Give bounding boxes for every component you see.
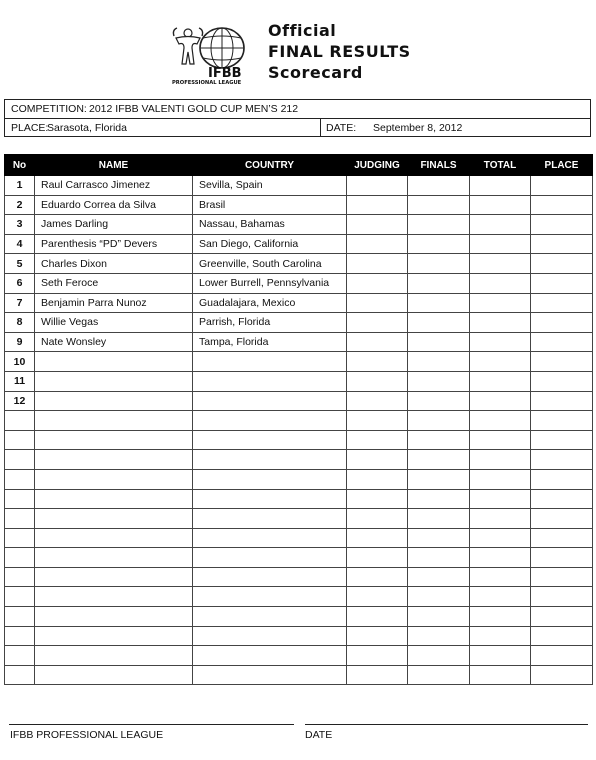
title-line-2: FINAL RESULTS — [268, 42, 411, 61]
table-row — [5, 234, 593, 254]
cell-name — [35, 567, 193, 587]
cell-total — [470, 215, 531, 235]
cell-number: 2 — [5, 195, 35, 215]
cell-name: Raul Carrasco Jimenez — [35, 176, 193, 196]
table-row — [5, 450, 593, 470]
cell-country: Greenville, South Carolina — [193, 254, 347, 274]
cell-number: 6 — [5, 273, 35, 293]
cell-place — [531, 352, 593, 372]
cell-number — [5, 450, 35, 470]
cell-country: Parrish, Florida — [193, 313, 347, 333]
table-row — [5, 254, 593, 274]
svg-text:PROFESSIONAL LEAGUE: PROFESSIONAL LEAGUE — [172, 80, 242, 86]
cell-number — [5, 665, 35, 685]
cell-place — [531, 646, 593, 666]
cell-name — [35, 548, 193, 568]
cell-country — [193, 587, 347, 607]
cell-number — [5, 469, 35, 489]
cell-judging — [347, 489, 408, 509]
cell-number: 7 — [5, 293, 35, 313]
cell-number — [5, 607, 35, 627]
cell-name: Parenthesis “PD” Devers — [35, 234, 193, 254]
cell-name — [35, 587, 193, 607]
cell-name: Seth Feroce — [35, 273, 193, 293]
table-row — [5, 332, 593, 352]
cell-judging — [347, 234, 408, 254]
cell-finals — [408, 626, 470, 646]
cell-finals — [408, 273, 470, 293]
cell-total — [470, 469, 531, 489]
cell-judging — [347, 195, 408, 215]
cell-judging — [347, 273, 408, 293]
cell-name: James Darling — [35, 215, 193, 235]
table-row — [5, 352, 593, 372]
cell-number: 11 — [5, 371, 35, 391]
cell-country: Brasil — [193, 195, 347, 215]
place-value: Sarasota, Florida — [47, 122, 127, 134]
cell-place — [531, 215, 593, 235]
cell-number — [5, 509, 35, 529]
cell-place — [531, 293, 593, 313]
results-body — [5, 176, 593, 685]
cell-total — [470, 587, 531, 607]
cell-country — [193, 469, 347, 489]
table-row — [5, 371, 593, 391]
cell-judging — [347, 215, 408, 235]
cell-number — [5, 626, 35, 646]
cell-country: San Diego, California — [193, 234, 347, 254]
cell-total — [470, 450, 531, 470]
league-signature-line — [9, 724, 294, 725]
cell-total — [470, 332, 531, 352]
cell-country — [193, 430, 347, 450]
cell-name — [35, 646, 193, 666]
cell-judging — [347, 548, 408, 568]
cell-judging — [347, 391, 408, 411]
cell-name — [35, 430, 193, 450]
cell-place — [531, 548, 593, 568]
cell-country — [193, 450, 347, 470]
column-header-total: TOTAL — [470, 155, 531, 176]
cell-number: 12 — [5, 391, 35, 411]
cell-country — [193, 567, 347, 587]
cell-number: 8 — [5, 313, 35, 333]
cell-country: Tampa, Florida — [193, 332, 347, 352]
cell-total — [470, 665, 531, 685]
cell-judging — [347, 665, 408, 685]
date-signature-line — [305, 724, 588, 725]
cell-place — [531, 371, 593, 391]
column-header-name: NAME — [35, 155, 193, 176]
cell-name: Willie Vegas — [35, 313, 193, 333]
cell-finals — [408, 293, 470, 313]
svg-text:IFBB: IFBB — [208, 66, 242, 81]
results-table — [4, 154, 593, 685]
cell-total — [470, 273, 531, 293]
cell-finals — [408, 567, 470, 587]
cell-finals — [408, 391, 470, 411]
cell-finals — [408, 411, 470, 431]
cell-finals — [408, 176, 470, 196]
cell-finals — [408, 215, 470, 235]
cell-number — [5, 528, 35, 548]
cell-country — [193, 626, 347, 646]
cell-country: Nassau, Bahamas — [193, 215, 347, 235]
table-row — [5, 215, 593, 235]
cell-place — [531, 450, 593, 470]
cell-total — [470, 254, 531, 274]
cell-judging — [347, 332, 408, 352]
cell-number: 9 — [5, 332, 35, 352]
cell-country — [193, 509, 347, 529]
ifbb-logo-icon — [170, 24, 258, 86]
cell-total — [470, 567, 531, 587]
cell-place — [531, 195, 593, 215]
cell-judging — [347, 528, 408, 548]
cell-finals — [408, 528, 470, 548]
table-row — [5, 469, 593, 489]
cell-total — [470, 548, 531, 568]
cell-country — [193, 371, 347, 391]
competition-value: 2012 IFBB VALENTI GOLD CUP MEN’S 212 — [89, 103, 299, 115]
league-signature-label: IFBB PROFESSIONAL LEAGUE — [10, 729, 164, 741]
table-row — [5, 313, 593, 333]
cell-total — [470, 646, 531, 666]
cell-finals — [408, 665, 470, 685]
table-row — [5, 195, 593, 215]
table-row — [5, 489, 593, 509]
cell-name — [35, 528, 193, 548]
cell-country — [193, 548, 347, 568]
title-line-3: Scorecard — [268, 63, 363, 82]
table-row — [5, 430, 593, 450]
cell-place — [531, 332, 593, 352]
date-signature-label: DATE — [305, 729, 333, 741]
table-row — [5, 509, 593, 529]
cell-finals — [408, 254, 470, 274]
table-row — [5, 273, 593, 293]
column-header-country: COUNTRY — [193, 155, 347, 176]
info-divider — [320, 119, 321, 137]
cell-judging — [347, 587, 408, 607]
table-row — [5, 528, 593, 548]
cell-country — [193, 528, 347, 548]
cell-name — [35, 450, 193, 470]
cell-number — [5, 587, 35, 607]
cell-finals — [408, 607, 470, 627]
table-row — [5, 176, 593, 196]
cell-name — [35, 469, 193, 489]
cell-name — [35, 411, 193, 431]
cell-finals — [408, 489, 470, 509]
table-row — [5, 567, 593, 587]
title-line-1: Official — [268, 21, 337, 40]
cell-place — [531, 313, 593, 333]
cell-number: 5 — [5, 254, 35, 274]
cell-finals — [408, 332, 470, 352]
cell-number — [5, 430, 35, 450]
cell-judging — [347, 646, 408, 666]
cell-finals — [408, 587, 470, 607]
table-row — [5, 548, 593, 568]
date-value: September 8, 2012 — [373, 122, 463, 134]
table-row — [5, 587, 593, 607]
cell-place — [531, 391, 593, 411]
competition-row — [5, 100, 590, 119]
cell-place — [531, 587, 593, 607]
cell-name — [35, 371, 193, 391]
date-label: DATE: — [326, 122, 357, 134]
cell-number — [5, 548, 35, 568]
table-header-row — [5, 155, 593, 176]
cell-judging — [347, 371, 408, 391]
competition-info-box — [4, 99, 591, 137]
cell-total — [470, 509, 531, 529]
scorecard-title — [268, 20, 411, 83]
table-row — [5, 646, 593, 666]
cell-place — [531, 430, 593, 450]
cell-name: Charles Dixon — [35, 254, 193, 274]
cell-number: 1 — [5, 176, 35, 196]
cell-place — [531, 665, 593, 685]
cell-finals — [408, 450, 470, 470]
cell-place — [531, 626, 593, 646]
cell-finals — [408, 548, 470, 568]
cell-place — [531, 254, 593, 274]
cell-finals — [408, 509, 470, 529]
cell-judging — [347, 469, 408, 489]
cell-number: 10 — [5, 352, 35, 372]
cell-place — [531, 469, 593, 489]
cell-judging — [347, 509, 408, 529]
cell-country: Lower Burrell, Pennsylvania — [193, 273, 347, 293]
column-header-place: PLACE — [531, 155, 593, 176]
cell-place — [531, 528, 593, 548]
cell-country — [193, 607, 347, 627]
cell-finals — [408, 313, 470, 333]
cell-total — [470, 626, 531, 646]
cell-number — [5, 411, 35, 431]
cell-country — [193, 411, 347, 431]
cell-place — [531, 176, 593, 196]
cell-country: Guadalajara, Mexico — [193, 293, 347, 313]
cell-number: 4 — [5, 234, 35, 254]
cell-number: 3 — [5, 215, 35, 235]
cell-number — [5, 489, 35, 509]
table-row — [5, 665, 593, 685]
cell-judging — [347, 607, 408, 627]
cell-number — [5, 646, 35, 666]
table-row — [5, 293, 593, 313]
column-header-finals: FINALS — [408, 155, 470, 176]
cell-total — [470, 234, 531, 254]
cell-number — [5, 567, 35, 587]
cell-place — [531, 411, 593, 431]
cell-name: Eduardo Correa da Silva — [35, 195, 193, 215]
column-header-no: No — [5, 155, 35, 176]
cell-country — [193, 665, 347, 685]
table-row — [5, 607, 593, 627]
cell-judging — [347, 293, 408, 313]
cell-total — [470, 371, 531, 391]
cell-name — [35, 489, 193, 509]
cell-country: Sevilla, Spain — [193, 176, 347, 196]
cell-finals — [408, 430, 470, 450]
competition-label: COMPETITION: — [11, 103, 87, 115]
cell-total — [470, 391, 531, 411]
cell-total — [470, 293, 531, 313]
cell-judging — [347, 313, 408, 333]
place-date-row — [5, 119, 590, 137]
cell-judging — [347, 430, 408, 450]
table-row — [5, 391, 593, 411]
cell-name — [35, 391, 193, 411]
cell-place — [531, 234, 593, 254]
cell-total — [470, 176, 531, 196]
cell-name — [35, 607, 193, 627]
cell-judging — [347, 352, 408, 372]
cell-judging — [347, 176, 408, 196]
cell-total — [470, 195, 531, 215]
cell-place — [531, 509, 593, 529]
cell-judging — [347, 567, 408, 587]
cell-name — [35, 509, 193, 529]
cell-country — [193, 489, 347, 509]
cell-name: Nate Wonsley — [35, 332, 193, 352]
cell-country — [193, 352, 347, 372]
cell-finals — [408, 195, 470, 215]
cell-total — [470, 489, 531, 509]
cell-judging — [347, 450, 408, 470]
cell-finals — [408, 469, 470, 489]
cell-finals — [408, 352, 470, 372]
cell-total — [470, 528, 531, 548]
cell-name — [35, 665, 193, 685]
table-row — [5, 626, 593, 646]
table-row — [5, 411, 593, 431]
cell-judging — [347, 411, 408, 431]
cell-place — [531, 567, 593, 587]
cell-total — [470, 430, 531, 450]
cell-name — [35, 352, 193, 372]
cell-name — [35, 626, 193, 646]
cell-country — [193, 391, 347, 411]
cell-total — [470, 313, 531, 333]
cell-finals — [408, 234, 470, 254]
cell-place — [531, 273, 593, 293]
column-header-judging: JUDGING — [347, 155, 408, 176]
cell-place — [531, 489, 593, 509]
place-label: PLACE: — [11, 122, 49, 134]
cell-name: Benjamin Parra Nunoz — [35, 293, 193, 313]
cell-total — [470, 352, 531, 372]
cell-finals — [408, 646, 470, 666]
cell-total — [470, 607, 531, 627]
cell-judging — [347, 254, 408, 274]
cell-total — [470, 411, 531, 431]
cell-finals — [408, 371, 470, 391]
cell-place — [531, 607, 593, 627]
cell-country — [193, 646, 347, 666]
cell-judging — [347, 626, 408, 646]
